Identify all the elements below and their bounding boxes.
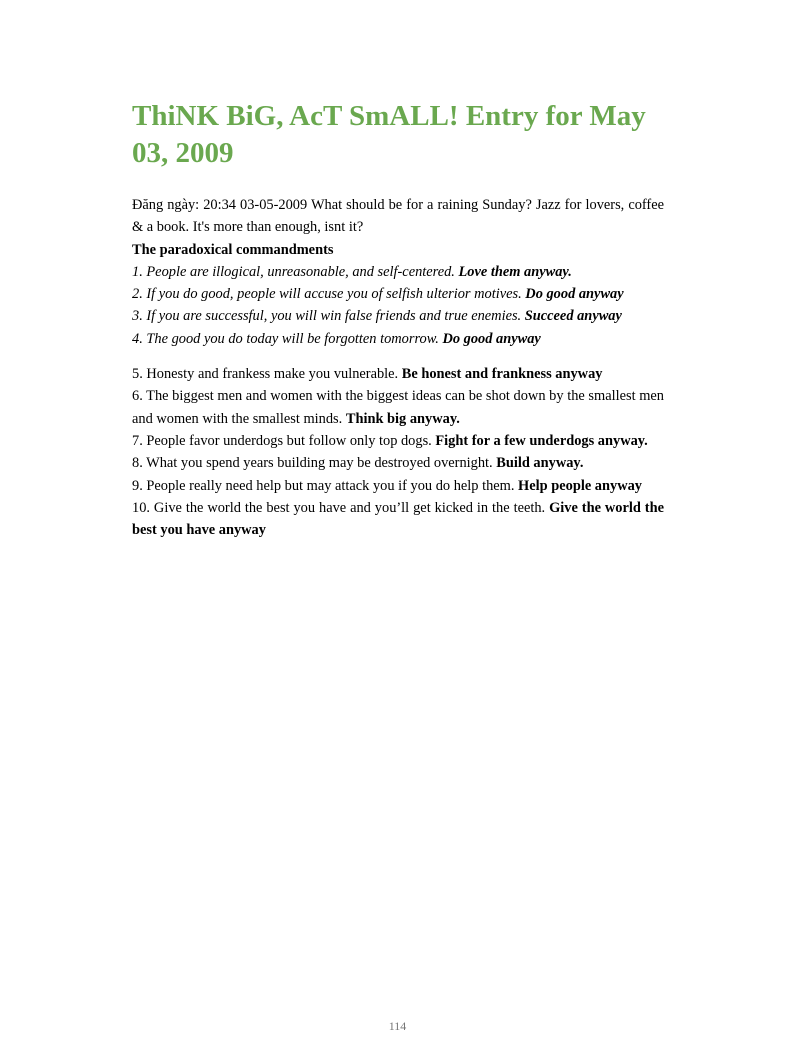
commandment-action: Give the world the best you have anyway [132,499,664,539]
commandment-text: 5. Honesty and frankess make you vulnerable. [132,366,402,383]
commandment-action: Think big anyway. [345,410,460,427]
list-item [132,475,664,497]
commandment-action: Succeed anyway [524,308,622,325]
commandment-text: 3. If you are successful, you will win false friends and true enemies. [132,308,525,325]
list-item [132,497,664,542]
commandment-action: Do good anyway [442,330,541,347]
commandment-text: 8. What you spend years building may be destroyed overnight. [132,455,497,472]
commandment-action: Love them anyway. [458,263,572,280]
commandment-text: 10. Give the world the best you have and you’ll get kicked in the teeth. [132,499,550,516]
commandment-text: 2. If you do good, people will accuse you of selfish ulterior motives. [132,286,526,303]
commandment-text: 9. People really need help but may attack you if you do help them. [132,477,519,494]
intro-paragraph: Đăng ngày: 20:34 03-05-2009 What should be for a raining Sunday? Jazz for lovers, coffee & a book. It's more than enough, isnt it? [132,197,664,236]
list-item [132,452,664,474]
commandment-action: Be honest and frankness anyway [401,366,603,383]
section-heading-text: The paradoxical commandments [132,241,334,258]
list-item [132,430,664,452]
list-item [132,328,664,350]
commandment-text: 4. The good you do today will be forgotten tomorrow. [132,330,443,347]
commandment-text: 6. The biggest men and women with the biggest ideas can be shot down by the smallest men and women with the smallest minds. [132,388,664,427]
commandment-text: 7. People favor underdogs but follow only top dogs. [132,432,436,449]
list-item [132,385,664,430]
commandment-action: Build anyway. [496,455,584,472]
page-number: 114 [388,1019,407,1033]
list-item [132,363,664,385]
commandment-action: Fight for a few underdogs anyway. [435,432,648,449]
page-title: ThiNK BiG, AcT SmALL! Entry for May 03, 2009 [132,100,646,169]
list-item [132,283,664,305]
commandment-text: 1. People are illogical, unreasonable, and self-centered. [132,263,459,280]
article-body [132,194,664,541]
list-item [132,261,664,283]
commandment-action: Help people anyway [518,477,642,494]
list-item [132,305,664,327]
section-heading [132,239,664,261]
commandment-action: Do good anyway [525,286,624,303]
spacer [132,350,664,363]
